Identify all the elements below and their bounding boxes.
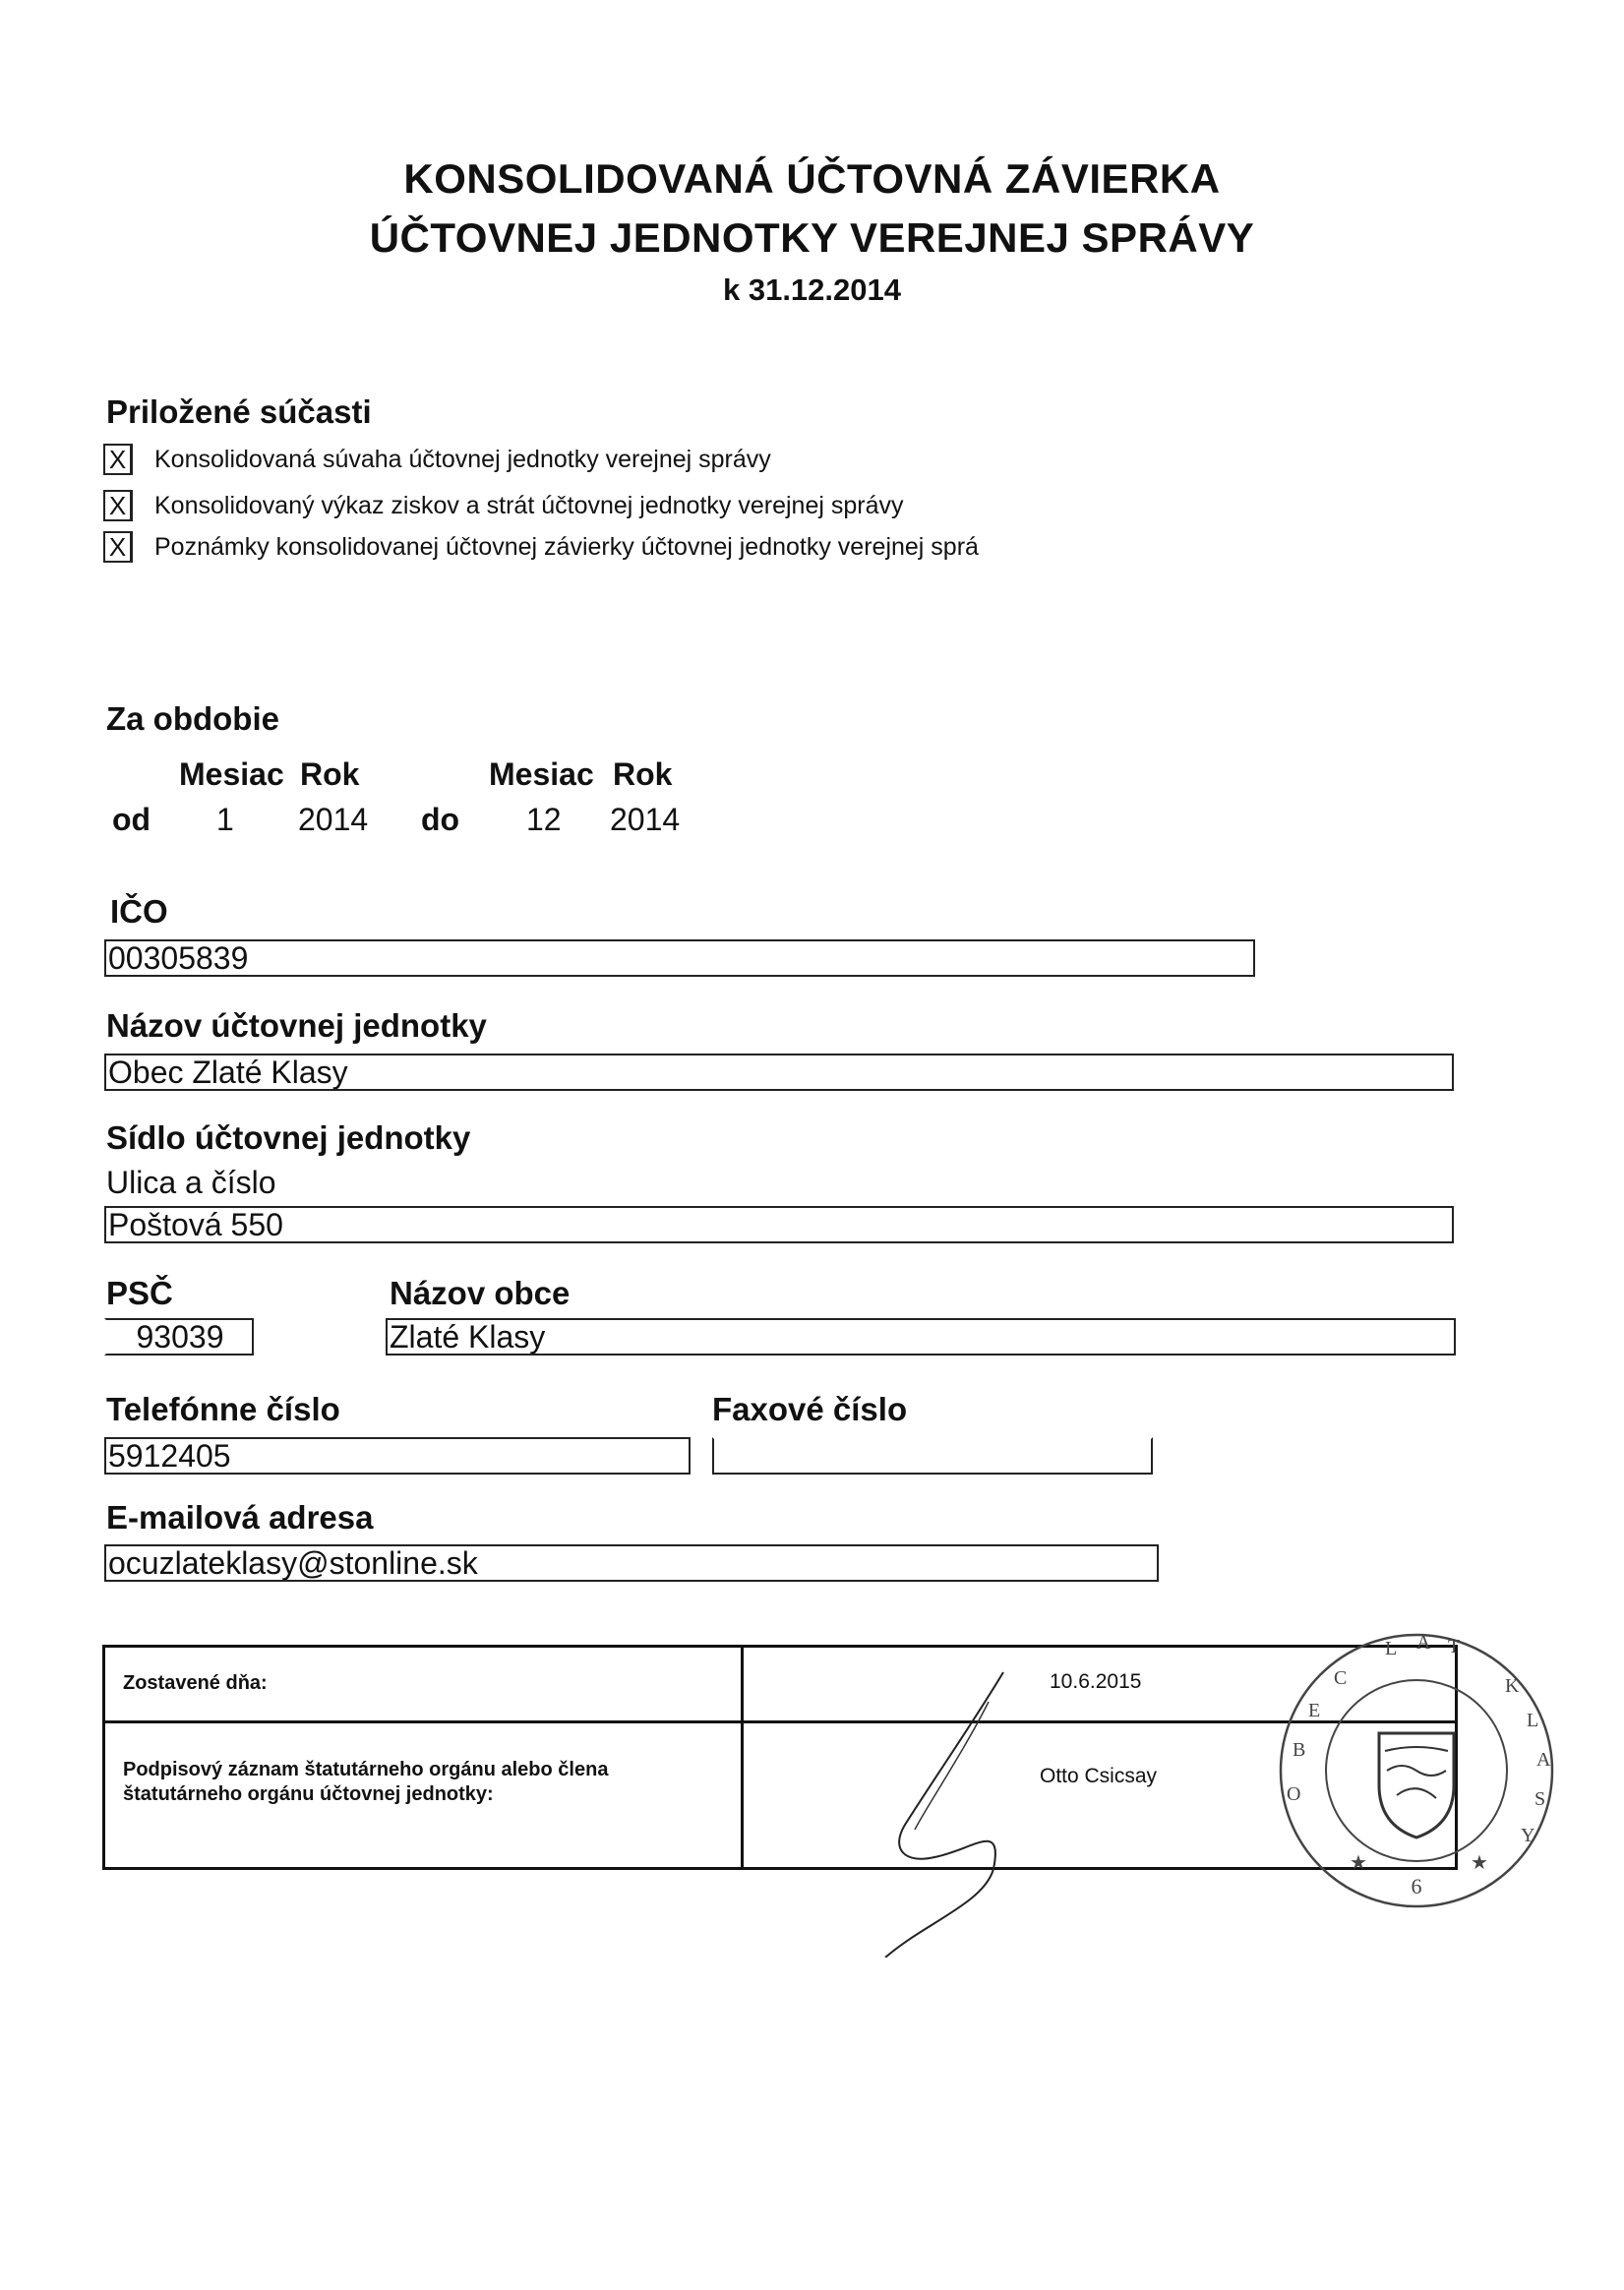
town-field[interactable]: Zlaté Klasy	[386, 1318, 1456, 1356]
stamp-text: E	[1308, 1700, 1321, 1721]
phone-field[interactable]: 5912405	[104, 1437, 691, 1475]
stamp-number: 6	[1411, 1874, 1422, 1898]
to-label: do	[421, 802, 460, 837]
from-year-value: 2014	[298, 802, 369, 837]
stamp-text: O	[1287, 1783, 1301, 1805]
stamp-text: S	[1534, 1788, 1546, 1810]
stamp-text: T	[1448, 1636, 1461, 1657]
stamp-text: A	[1536, 1749, 1551, 1771]
entity-name-field[interactable]: Obec Zlaté Klasy	[104, 1054, 1454, 1091]
stamp-text: L	[1527, 1710, 1539, 1731]
compiled-date-value: 10.6.2015	[1050, 1670, 1142, 1693]
stamp-text: K	[1505, 1675, 1520, 1697]
entity-name-label: Názov účtovnej jednotky	[106, 1007, 487, 1044]
stamp-text: B	[1293, 1739, 1306, 1761]
document-title-line1: KONSOLIDOVANÁ ÚČTOVNÁ ZÁVIERKA	[403, 155, 1221, 202]
from-month-value: 1	[216, 802, 234, 837]
attachment-checkbox[interactable]: X	[103, 444, 133, 475]
official-stamp	[1269, 1623, 1564, 1918]
document-date: k 31.12.2014	[722, 272, 901, 307]
street-field[interactable]: Poštová 550	[104, 1206, 1454, 1243]
signature-label-line2: štatutárneho orgánu účtovnej jednotky:	[123, 1783, 494, 1805]
star-icon: ★	[1471, 1852, 1488, 1874]
attachment-label: Konsolidovaný výkaz ziskov a strát účtovnej jednotky verejnej správy	[154, 491, 904, 519]
fax-label: Faxové číslo	[712, 1391, 908, 1427]
attachment-label: Poznámky konsolidovanej účtovnej závierky účtovnej jednotky verejnej sprá	[154, 532, 979, 561]
attachment-label: Konsolidovaná súvaha účtovnej jednotky verejnej správy	[154, 445, 771, 473]
ico-label: IČO	[110, 893, 168, 930]
stamp-text: C	[1334, 1667, 1348, 1689]
psc-field[interactable]: 93039	[104, 1318, 254, 1356]
compiled-date-label: Zostavené dňa:	[123, 1672, 268, 1694]
attachment-checkbox[interactable]: X	[103, 490, 133, 521]
from-label: od	[112, 802, 151, 837]
star-icon: ★	[1350, 1852, 1367, 1874]
seat-label: Sídlo účtovnej jednotky	[106, 1119, 471, 1156]
stamp-text: L	[1385, 1638, 1398, 1659]
handwritten-signature	[866, 1662, 1033, 1958]
attachment-item	[103, 528, 979, 566]
to-month-label: Mesiac	[489, 756, 594, 792]
fax-field[interactable]	[712, 1437, 1153, 1475]
to-year-label: Rok	[613, 756, 673, 792]
town-label: Názov obce	[390, 1275, 571, 1311]
attachment-checkbox[interactable]: X	[103, 531, 133, 563]
signature-table	[102, 1645, 1458, 1870]
attachment-item	[103, 441, 771, 478]
phone-label: Telefónne číslo	[106, 1391, 340, 1427]
email-field[interactable]: ocuzlateklasy@stonline.sk	[104, 1544, 1159, 1582]
attachment-item	[103, 487, 903, 524]
period-heading: Za obdobie	[106, 700, 279, 737]
signature-label-line1: Podpisový záznam štatutárneho orgánu alebo člena	[123, 1759, 609, 1780]
ico-field[interactable]: 00305839	[104, 939, 1255, 977]
signatory-name: Otto Csicsay	[1040, 1765, 1158, 1787]
email-label: E-mailová adresa	[106, 1499, 374, 1536]
table-row-divider	[105, 1720, 1455, 1723]
to-year-value: 2014	[610, 802, 681, 837]
from-year-label: Rok	[300, 756, 360, 792]
street-label: Ulica a číslo	[106, 1165, 276, 1200]
stamp-text: Y	[1521, 1825, 1535, 1846]
from-month-label: Mesiac	[179, 756, 284, 792]
stamp-text: A	[1416, 1632, 1431, 1654]
psc-label: PSČ	[106, 1275, 173, 1311]
document-title-line2: ÚČTOVNEJ JEDNOTKY VEREJNEJ SPRÁVY	[369, 214, 1255, 261]
attachments-heading: Priložené súčasti	[106, 393, 372, 430]
to-month-value: 12	[526, 802, 562, 837]
table-column-divider	[741, 1648, 744, 1867]
